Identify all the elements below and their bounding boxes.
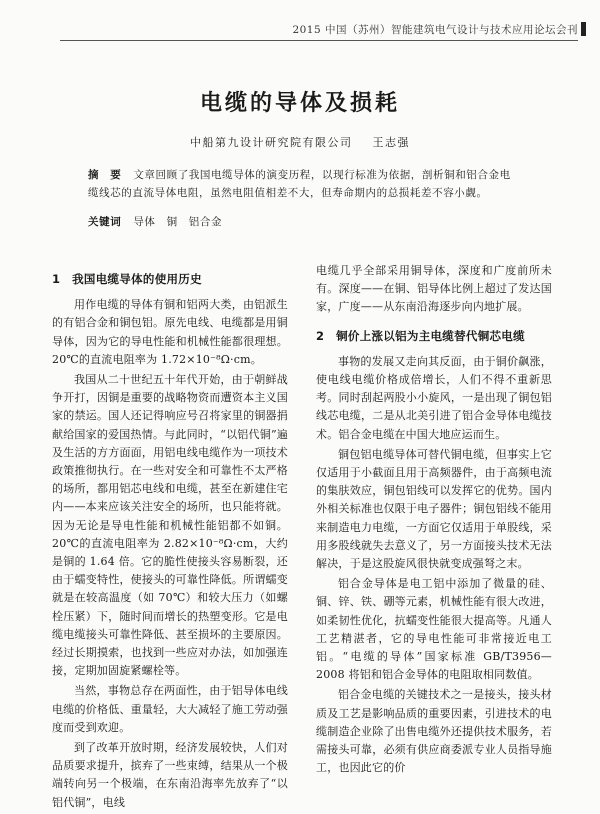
paragraph: 当然，事物总存在两面性，由于铝导体电线电缆的价格低、重量轻，大大减轻了施工劳动强度而受到欢迎。 — [52, 684, 288, 734]
right-column — [316, 262, 552, 779]
section-1-heading: 1 我国电缆导体的使用历史 — [52, 272, 202, 286]
affiliation-line — [0, 134, 600, 150]
keywords-text: 导体 铜 铝合金 — [133, 216, 223, 228]
running-header: 2015 中国（苏州）智能建筑电气设计与技术应用论坛会刊 — [60, 22, 578, 41]
paragraph: 铝合金导体是电工铝中添加了微量的硅、铜、锌、铁、硼等元素，机械性能有很大改进，如柔韧性优化，抗蠕变性能很大提高等。凡通人工艺精湛者，它的导电性能可非常接近电工铝。“电缆的导体”国家标准 GB/T3956—2008 将铝和铝合金导体的电阻取相同数值。 — [316, 577, 552, 682]
page-corner-mark — [581, 22, 586, 36]
abstract — [88, 166, 520, 202]
abstract-text: 文章回顾了我国电缆导体的演变历程，以现行标准为依据，剖析铜和铝合金电缆线芯的直流导体电阻，虽然电阻值相差不大，但寿命期内的总损耗差不容小觑。 — [88, 169, 511, 199]
paragraph: 到了改革开放时期，经济发展较快，人们对品质要求提升，摈弃了一些束缚，结果从一个极端转向另一个极端，在东南沿海率先放弃了“以铝代铜”，电线 — [52, 741, 288, 809]
keywords — [88, 214, 520, 229]
paragraph: 事物的发展又走向其反面，由于铜价飙涨，使电线电缆价格成倍增长，人们不得不重新思考。同时刮起两股小小旋风，一是出现了铜包铝线芯电缆，二是从北美引进了铝合金导体电缆技术。铝合金电缆在中国大地应运而生。 — [316, 354, 552, 441]
article-title: 电缆的导体及损耗 — [199, 91, 400, 116]
author: 王志强 — [372, 136, 410, 149]
section-2-heading: 2 铜价上涨以铝为主电缆替代铜芯电缆 — [316, 328, 525, 343]
paragraph: 我国从二十世纪五十年代开始，由于朝鲜战争开打，因铜是重要的战略物资而遭资本主义国家的禁运。国人还记得响应号召将家里的铜器捐献给国家的爱国热情。与此同时，“以铝代铜”遍及生活的方方面面，用铝电线电缆作为一项技术政策推彻执行。在一些对安全和可靠性不太严格的场所，都用铝芯电线和电缆，甚至在新建住宅内——本来应该关注安全的场所，也只能将就。因为无论是导电性能和机械性能铝都不如铜。20℃的直流电阻率为 2.82×10⁻⁸Ω·cm，大约是铜的 1.64 倍。它的脆性使接头容易断裂，还由于蠕变特性，使接头的可靠性降低。所谓蠕变就是在较高温度（如 70℃）和较大压力（如螺栓压紧）下，随时间而增长的热塑变形。它是电缆电缆接头可靠性降低、甚至损坏的主要原因。经过长期摸索，也找到一些应对办法，如加强连接，定期加固旋紧螺栓等。 — [52, 373, 288, 678]
abstract-label: 摘 要 — [88, 169, 122, 181]
paragraph: 铜包铝电缆导体可替代铜电缆，但事实上它仅适用于小截面且用于高频器件，由于高频电流的集肤效应，铜包铝线可以发挥它的优势。国内外相关标准也仅限于电子器件；铜包铝线不能用来制造电力电缆，一方面它仅适用于单股线，采用多股线就失去意义了，另一方面接头技术无法解决，于是这股旋风很快就变成强弩之末。 — [316, 447, 552, 571]
paragraph: 铝合金电缆的关键技术之一是接头，接头材质及工艺是影响品质的重要因素，引进技术的电缆制造企业除了出售电缆外还提供技术服务，若需接头可靠，必须有供应商委派专业人员指导施工，也因此它的价 — [316, 688, 552, 775]
affiliation: 中船第九设计研究院有限公司 — [190, 136, 353, 149]
keywords-label: 关键词 — [88, 216, 122, 228]
paragraph-continued: 电缆几乎全部采用铜导体，深度和广度前所未有。深度——在铜、铝导体比例上超过了发达国家，广度——从东南沿海逐步向内地扩展。 — [316, 264, 552, 314]
left-column — [52, 268, 288, 814]
paragraph: 用作电缆的导体有铜和铝两大类，由铝派生的有铝合金和铜包铝。原先电线、电缆都是用铜导体，因为它的导电性能和机械性能都很理想。20℃的直流电阻率为 1.72×10⁻⁸Ω·cm。 — [52, 298, 288, 366]
